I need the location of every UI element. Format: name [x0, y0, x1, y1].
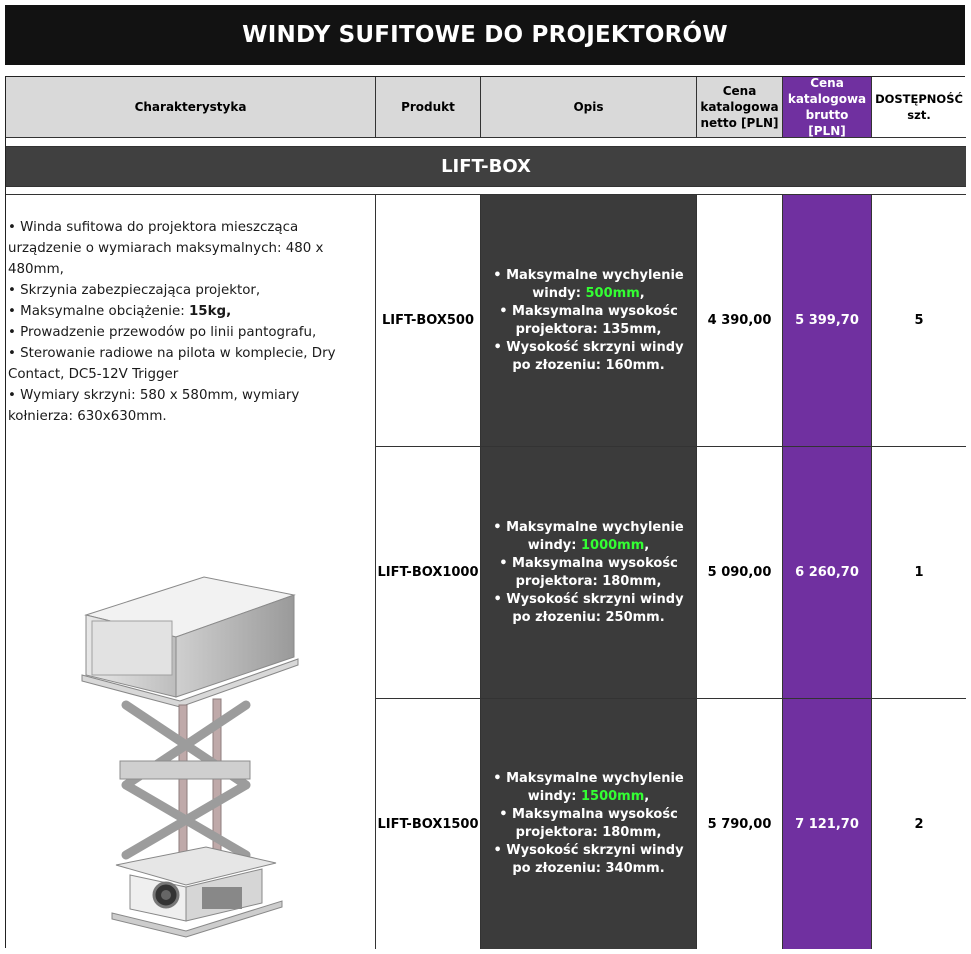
desc-line: • Maksymalna wysokośc projektora: 135mm, — [499, 303, 678, 337]
char-line: • Prowadzenie przewodów po linii pantografu, — [8, 325, 317, 340]
desc-highlight: 500mm — [585, 285, 640, 301]
desc-text: • Maksymalne wychylenie windy: — [493, 771, 684, 804]
desc-line: • Maksymalna wysokośc projektora: 180mm, — [499, 807, 678, 840]
header-product: Produkt — [376, 77, 481, 138]
desc-text: , — [644, 789, 650, 804]
desc-line — [487, 770, 690, 806]
characteristics-text — [8, 217, 368, 427]
price-net: 5 090,00 — [697, 447, 783, 699]
header-price-gross: Cena katalogowa brutto [PLN] — [783, 77, 872, 138]
desc-line: • Maksymalna wysokośc projektora: 180mm, — [499, 555, 678, 589]
price-net: 4 390,00 — [697, 195, 783, 447]
price-table — [5, 76, 965, 948]
desc-text: • Maksymalne wychylenie windy: — [493, 267, 684, 301]
char-line: • Skrzynia zabezpieczająca projektor, — [8, 283, 261, 298]
char-line-prefix: • Maksymalne obciążenie: — [8, 304, 189, 319]
char-line — [8, 301, 368, 322]
product-description — [481, 699, 697, 949]
page-title: WINDY SUFITOWE DO PROJEKTORÓW — [5, 5, 965, 65]
desc-line — [487, 267, 690, 303]
product-name: LIFT-BOX1000 — [376, 447, 481, 699]
desc-highlight: 1000mm — [581, 537, 645, 553]
desc-line: • Wysokość skrzyni windy po złozeniu: 250mm. — [493, 591, 684, 625]
price-gross: 7 121,70 — [783, 699, 872, 949]
divider — [6, 138, 966, 147]
char-line: • Sterowanie radiowe na pilota w komplecie, Dry Contact, DC5-12V Trigger — [8, 346, 336, 382]
section-title: LIFT-BOX — [6, 147, 966, 187]
stock-count: 1 — [872, 447, 966, 699]
stock-count: 5 — [872, 195, 966, 447]
header-characteristic: Charakterystyka — [6, 77, 376, 138]
product-photo-main — [76, 565, 304, 947]
header-price-net: Cena katalogowa netto [PLN] — [697, 77, 783, 138]
price-gross: 5 399,70 — [783, 195, 872, 447]
desc-text: , — [639, 285, 645, 301]
header-availability: DOSTĘPNOŚĆ szt. — [872, 77, 966, 138]
char-line-bold: 15kg, — [188, 304, 232, 319]
stock-count: 2 — [872, 699, 966, 949]
product-name: LIFT-BOX500 — [376, 195, 481, 447]
product-description — [481, 447, 697, 699]
header-description: Opis — [481, 77, 697, 138]
product-name: LIFT-BOX1500 — [376, 699, 481, 949]
desc-line: • Wysokość skrzyni windy po złozeniu: 160mm. — [493, 339, 684, 373]
desc-text: , — [644, 537, 650, 553]
desc-text: • Maksymalne wychylenie windy: — [493, 519, 684, 553]
desc-line: • Wysokość skrzyni windy po złozeniu: 340mm. — [493, 843, 684, 876]
char-line: • Wymiary skrzyni: 580 x 580mm, wymiary kołnierza: 630x630mm. — [8, 388, 300, 424]
price-gross: 6 260,70 — [783, 447, 872, 699]
price-net: 5 790,00 — [697, 699, 783, 949]
product-description — [481, 195, 697, 447]
desc-highlight: 1500mm — [581, 789, 645, 804]
desc-line — [487, 519, 690, 555]
characteristics-cell — [6, 195, 376, 949]
char-line: • Winda sufitowa do projektora mieszcząca urządzenie o wymiarach maksymalnych: 480 x 480mm, — [8, 220, 324, 277]
divider — [6, 187, 966, 195]
